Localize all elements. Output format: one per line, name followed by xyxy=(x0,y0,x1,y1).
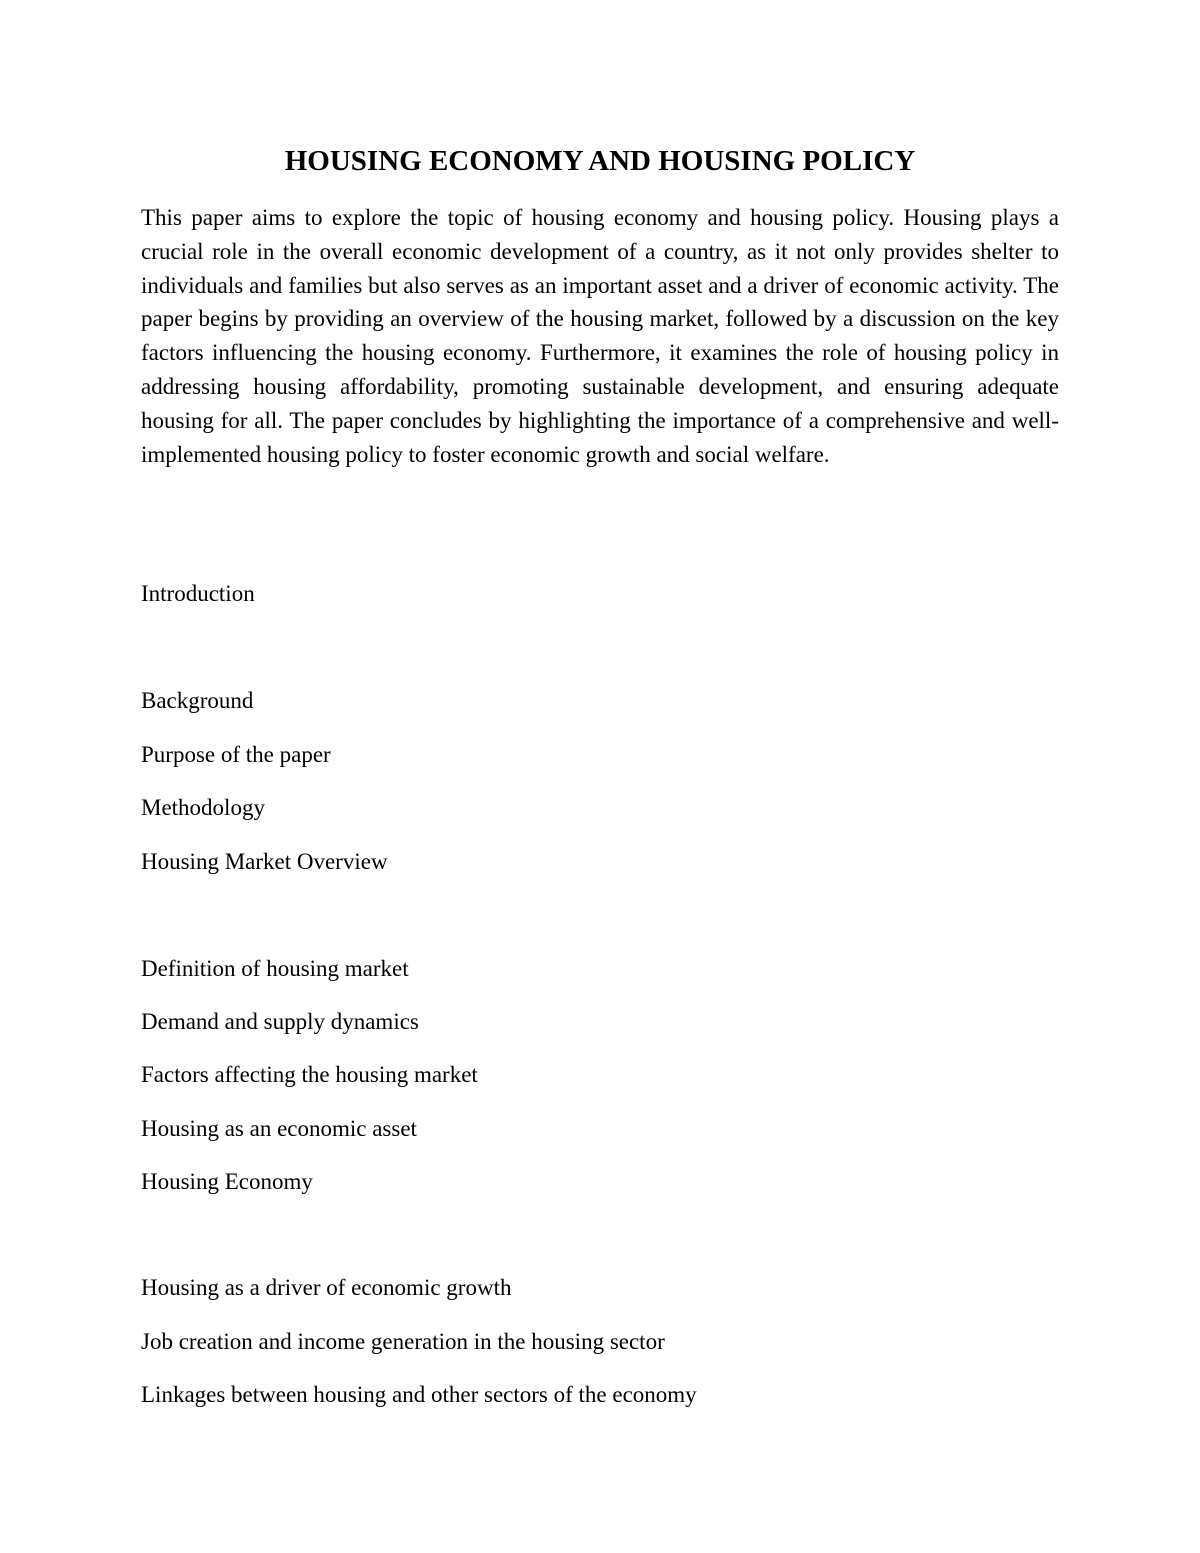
outline-item-background: Background xyxy=(141,688,254,713)
outline-item-introduction: Introduction xyxy=(141,581,255,606)
outline-item-housing-economy: Housing Economy xyxy=(141,1169,313,1194)
abstract-paragraph: This paper aims to explore the topic of housing economy and housing policy. Housing plays a crucial role in the overall economic development of a country, as it not only provides shelter to individuals and families but also serves as an important asset and a driver of economic activity. The paper begins by providing an overview of the housing market, followed by a discussion on the key factors influencing the housing economy. Furthermore, it examines the role of housing policy in addressing housing affordability, promoting sustainable development, and ensuring adequate housing for all. The paper concludes by highlighting the importance of a comprehensive and well-implemented housing policy to foster economic growth and social welfare. xyxy=(141,205,1059,467)
outline-item-definition: Definition of housing market xyxy=(141,956,409,981)
outline-item-factors: Factors affecting the housing market xyxy=(141,1062,478,1087)
outline-item-job-creation: Job creation and income generation in the housing sector xyxy=(141,1329,665,1354)
document-title: HOUSING ECONOMY AND HOUSING POLICY xyxy=(284,145,916,177)
outline-item-purpose: Purpose of the paper xyxy=(141,742,331,767)
outline-item-linkages: Linkages between housing and other sectors of the economy xyxy=(141,1382,697,1407)
outline-item-economic-growth: Housing as a driver of economic growth xyxy=(141,1275,512,1300)
outline-item-housing-market-overview: Housing Market Overview xyxy=(141,849,388,874)
outline-item-demand-supply: Demand and supply dynamics xyxy=(141,1009,419,1034)
outline-item-methodology: Methodology xyxy=(141,795,265,820)
outline-item-economic-asset: Housing as an economic asset xyxy=(141,1116,417,1141)
